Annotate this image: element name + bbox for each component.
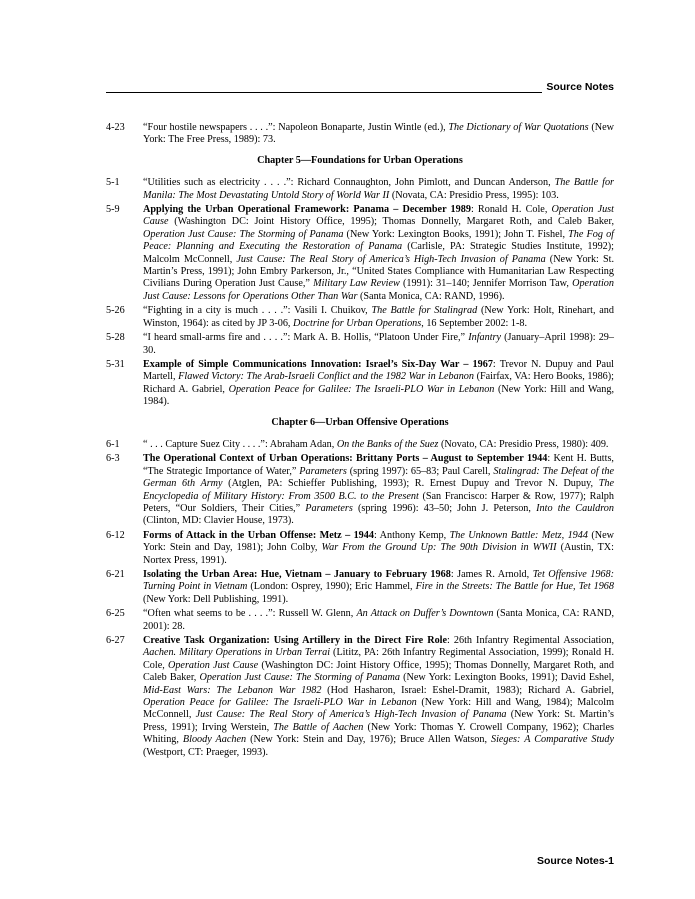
citation-text: : 26th Infantry Regimental Association, (447, 635, 614, 647)
citation-text: (Fairfax, VA: Hero Books, 1986); Richard A. Gabriel, (143, 371, 614, 395)
source-note-entry (106, 204, 614, 303)
source-note-entry (106, 635, 614, 759)
citation-title-text: On the Banks of the Suez (336, 438, 439, 450)
citation-title-text: Tet Offensive 1968: Turning Point in Vietnam (143, 569, 615, 593)
citation-text: (New York: Lexington Books, 1991); David Eshel, (399, 672, 614, 684)
citation-title-text: The Battle of Aachen (273, 721, 364, 733)
citation-title-text: Operation Just Cause (167, 659, 259, 671)
note-number: 6-25 (106, 608, 125, 620)
source-note-entry (106, 332, 614, 357)
note-number: 5-31 (106, 358, 125, 370)
note-text (143, 608, 614, 633)
note-text (143, 359, 614, 409)
citation-text: “Four hostile newspapers . . . .”: Napoleon Bonaparte, Justin Wintle (ed.), (143, 122, 449, 133)
source-note-entry (106, 569, 614, 606)
citation-text: (Atglen, PA: Schieffer Publishing, 1993); R. Ernest Dupuy and Trevor N. Dupuy, (222, 478, 599, 490)
page-header (106, 80, 614, 94)
citation-text: : Kent H. Butts, “The Strategic Importance of Water,” (143, 453, 614, 477)
citation-title-text: Sieges: A Comparative Study (490, 734, 614, 746)
citation-text: , 16 September 2002: 1-8. (421, 317, 528, 329)
header-rule (106, 92, 542, 93)
citation-text: (spring 1997): 65–83; Paul Carell, (346, 465, 494, 477)
source-note-entry (106, 305, 614, 330)
running-header-label: Source Notes (546, 81, 614, 93)
citation-text: (Santa Monica, CA: RAND, 1996). (357, 290, 505, 302)
citation-title-text: The Unknown Battle: Metz, 1944 (449, 529, 588, 541)
citation-text: “Utilities such as electricity . . . .”: Richard Connaughton, John Pimlott, and Duncan Anderson, (143, 177, 555, 189)
citation-title-text: The Dictionary of War Quotations (448, 122, 589, 133)
citation-text: (Santa Monica, CA: RAND, 2001): 28. (143, 608, 615, 632)
note-number: 6-21 (106, 569, 125, 580)
citation-text: : Anthony Kemp, (373, 529, 450, 541)
citation-text: (New York: Hill and Wang, 1984); Malcolm McConnell, (143, 697, 614, 721)
citation-text: (Washington DC: Joint History Office, 1995); Thomas Donnelly, Margaret Roth, and Caleb Baker, (168, 216, 614, 228)
citation-text: (New York: The Free Press, 1989): 73. (143, 122, 615, 146)
citation-title-text: Operation Just Cause: The Storming of Panama (143, 228, 344, 240)
citation-title-text: Operation Just Cause: The Storming of Panama (199, 672, 400, 684)
note-text (143, 635, 614, 759)
note-text (143, 530, 614, 567)
citation-text: (Novato, CA: Presidio Press, 1980): 409. (438, 438, 609, 450)
citation-text: (New York: Stein and Day, 1976); Bruce Allen Watson, (246, 734, 491, 746)
citation-title-text: Operation Just Cause: Lessons for Operations Other Than War (143, 278, 614, 302)
note-text (143, 332, 614, 357)
citation-text: (New York: Stein and Day, 1981); John Colby, (143, 529, 615, 554)
citation-text: (Washington DC: Joint History Office, 1995); Thomas Donnelly, Margaret Roth, and Caleb Baker, (143, 659, 614, 684)
note-topic-text: Creative Task Organization: Using Artillery in the Direct Fire Role (143, 635, 448, 647)
citation-text: “Fighting in a city is much . . . .”: Vasili I. Chuikov, (143, 305, 372, 317)
citation-text: (New York: Dell Publishing, 1991). (143, 593, 289, 605)
citation-title-text: Just Cause: The Real Story of America’s High-Tech Invasion of Panama (236, 253, 546, 265)
note-number: 5-9 (106, 204, 120, 216)
citation-text: (New York: St. Martin’s Press, 1991); John Embry Parkerson, Jr., “United States Compliance with Humanitarian Law Respecting Civilians During Operation Just Cause,” (143, 253, 614, 290)
citation-title-text: The Battle for Manila: The Most Devastating Untold Story of World War II (143, 177, 615, 201)
citation-text: (Lititz, PA: 26th Infantry Regimental Association, 1999); Ronald H. Cole, (143, 647, 614, 671)
citation-title-text: Parameters (299, 465, 347, 477)
citation-title-text: Stalingrad: The Defeat of the German 6th Army (143, 465, 614, 490)
note-number: 4-23 (106, 122, 125, 133)
citation-title-text: Just Cause: The Real Story of America’s High-Tech Invasion of Panama (195, 709, 507, 721)
citation-title-text: Fire in the Streets: The Battle for Hue, Tet 1968 (415, 581, 614, 593)
citation-text: : Trevor N. Dupuy and Paul Martell, (143, 358, 614, 383)
citation-text: : Ronald H. Cole, (470, 204, 552, 216)
citation-title-text: Doctrine for Urban Operations (293, 317, 422, 329)
citation-text: (New York: Lexington Books, 1991); John T. Fishel, (343, 228, 569, 240)
note-topic-text: The Operational Context of Urban Operations: Brittany Ports – August to September 1944 (143, 453, 548, 465)
citation-title-text: Mid-East Wars: The Lebanon War 1982 (143, 684, 322, 696)
note-number: 6-3 (106, 453, 120, 465)
note-number: 6-27 (106, 635, 125, 647)
citation-text: (Hod Hasharon, Israel: Eshel-Dramit, 1983); Richard A. Gabriel, (321, 684, 614, 696)
citation-title-text: Military Law Review (313, 278, 400, 290)
citation-text: (Carlisle, PA: Strategic Studies Institute, 1992); Malcolm McConnell, (143, 241, 614, 265)
citation-title-text: An Attack on Duffer’s Downtown (356, 608, 494, 620)
citation-text: (New York: Hill and Wang, 1984). (143, 383, 614, 408)
note-text (143, 177, 614, 202)
citation-text: (spring 1996): 43–50; John J. Peterson, (352, 502, 537, 514)
note-topic-text: Isolating the Urban Area: Hue, Vietnam – January to February 1968 (143, 569, 451, 580)
note-number: 5-1 (106, 177, 120, 189)
citation-text: (Westport, CT: Praeger, 1993). (143, 746, 269, 758)
note-text (143, 122, 614, 147)
citation-text: (Novata, CA: Presidio Press, 1995): 103. (389, 189, 559, 201)
citation-title-text: Bloody Aachen (182, 734, 247, 746)
citation-title-text: War From the Ground Up: The 90th Division in WWII (321, 542, 557, 554)
note-topic-text: Forms of Attack in the Urban Offense: Metz – 1944 (143, 529, 374, 541)
citation-text: (1991): 31–140; Jennifer Morrison Taw, (399, 278, 573, 290)
note-number: 5-26 (106, 305, 125, 317)
citation-text: (January–April 1998): 29–30. (143, 332, 614, 356)
note-topic-text: Example of Simple Communications Innovation: Israel’s Six-Day War – 1967 (143, 358, 493, 370)
note-topic-text: Applying the Urban Operational Framework: Panama – December 1989 (143, 204, 471, 216)
citation-title-text: The Battle for Stalingrad (371, 305, 478, 317)
source-notes-list (106, 122, 614, 761)
source-note-entry (106, 530, 614, 567)
citation-text: “I heard small-arms fire and . . . .”: Mark A. B. Hollis, “Platoon Under Fire,” (143, 332, 469, 344)
citation-text: (San Francisco: Harper & Row, 1977); Ralph Peters, “Our Soldiers, Their Cities,” (143, 490, 614, 514)
note-text (143, 453, 614, 527)
source-note-entry (106, 177, 614, 202)
citation-title-text: Into the Cauldron (536, 502, 614, 514)
citation-text: “ . . . Capture Suez City . . . .”: Abraham Adan, (143, 438, 337, 450)
note-text (143, 439, 614, 451)
note-number: 6-12 (106, 529, 125, 541)
chapter-heading: Chapter 5—Foundations for Urban Operations (257, 154, 463, 166)
citation-title-text: Flawed Victory: The Arab-Israeli Conflict and the 1982 War in Lebanon (178, 371, 474, 383)
source-note-entry (106, 359, 614, 409)
citation-text: (New York: Thomas Y. Crowell Company, 1962); Charles Whiting, (143, 721, 614, 746)
citation-title-text: Parameters (305, 502, 353, 514)
citation-title-text: The Encyclopedia of Military History: From 3500 B.C. to the Present (143, 478, 614, 502)
note-number: 5-28 (106, 332, 125, 344)
citation-title-text: Operation Just Cause (143, 204, 614, 228)
note-text (143, 204, 614, 303)
source-note-entry (106, 453, 614, 527)
chapter-heading: Chapter 6—Urban Offensive Operations (271, 416, 449, 428)
citation-text: (Austin, TX: Nortex Press, 1991). (143, 542, 614, 566)
citation-text: (London: Osprey, 1990); Eric Hammel, (247, 581, 416, 593)
citation-title-text: Aachen. Military Operations in Urban Terrai (143, 647, 331, 659)
note-number: 6-1 (106, 438, 120, 450)
citation-text: : James R. Arnold, (450, 569, 533, 580)
citation-text: (Clinton, MD: Clavier House, 1973). (143, 515, 294, 527)
citation-text: “Often what seems to be . . . .”: Russell W. Glenn, (143, 608, 357, 620)
note-text (143, 569, 614, 606)
citation-title-text: Operation Peace for Galilee: The Israeli-PLO War in Lebanon (143, 697, 417, 709)
source-note-entry (106, 608, 614, 633)
note-text (143, 305, 614, 330)
citation-title-text: The Fog of Peace: Planning and Executing the Restoration of Panama (143, 228, 614, 253)
source-note-entry (106, 439, 614, 451)
page-footer-label: Source Notes-1 (536, 855, 614, 867)
citation-text: (New York: Holt, Rinehart, and Winston, 1964): as cited by JP 3-06, (143, 305, 614, 329)
citation-title-text: Operation Peace for Galilee: The Israeli-PLO War in Lebanon (228, 383, 495, 395)
citation-text: (New York: St. Martin’s Press, 1991); Irving Werstein, (143, 709, 615, 733)
citation-title-text: Infantry (468, 332, 502, 344)
source-note-entry (106, 122, 614, 147)
